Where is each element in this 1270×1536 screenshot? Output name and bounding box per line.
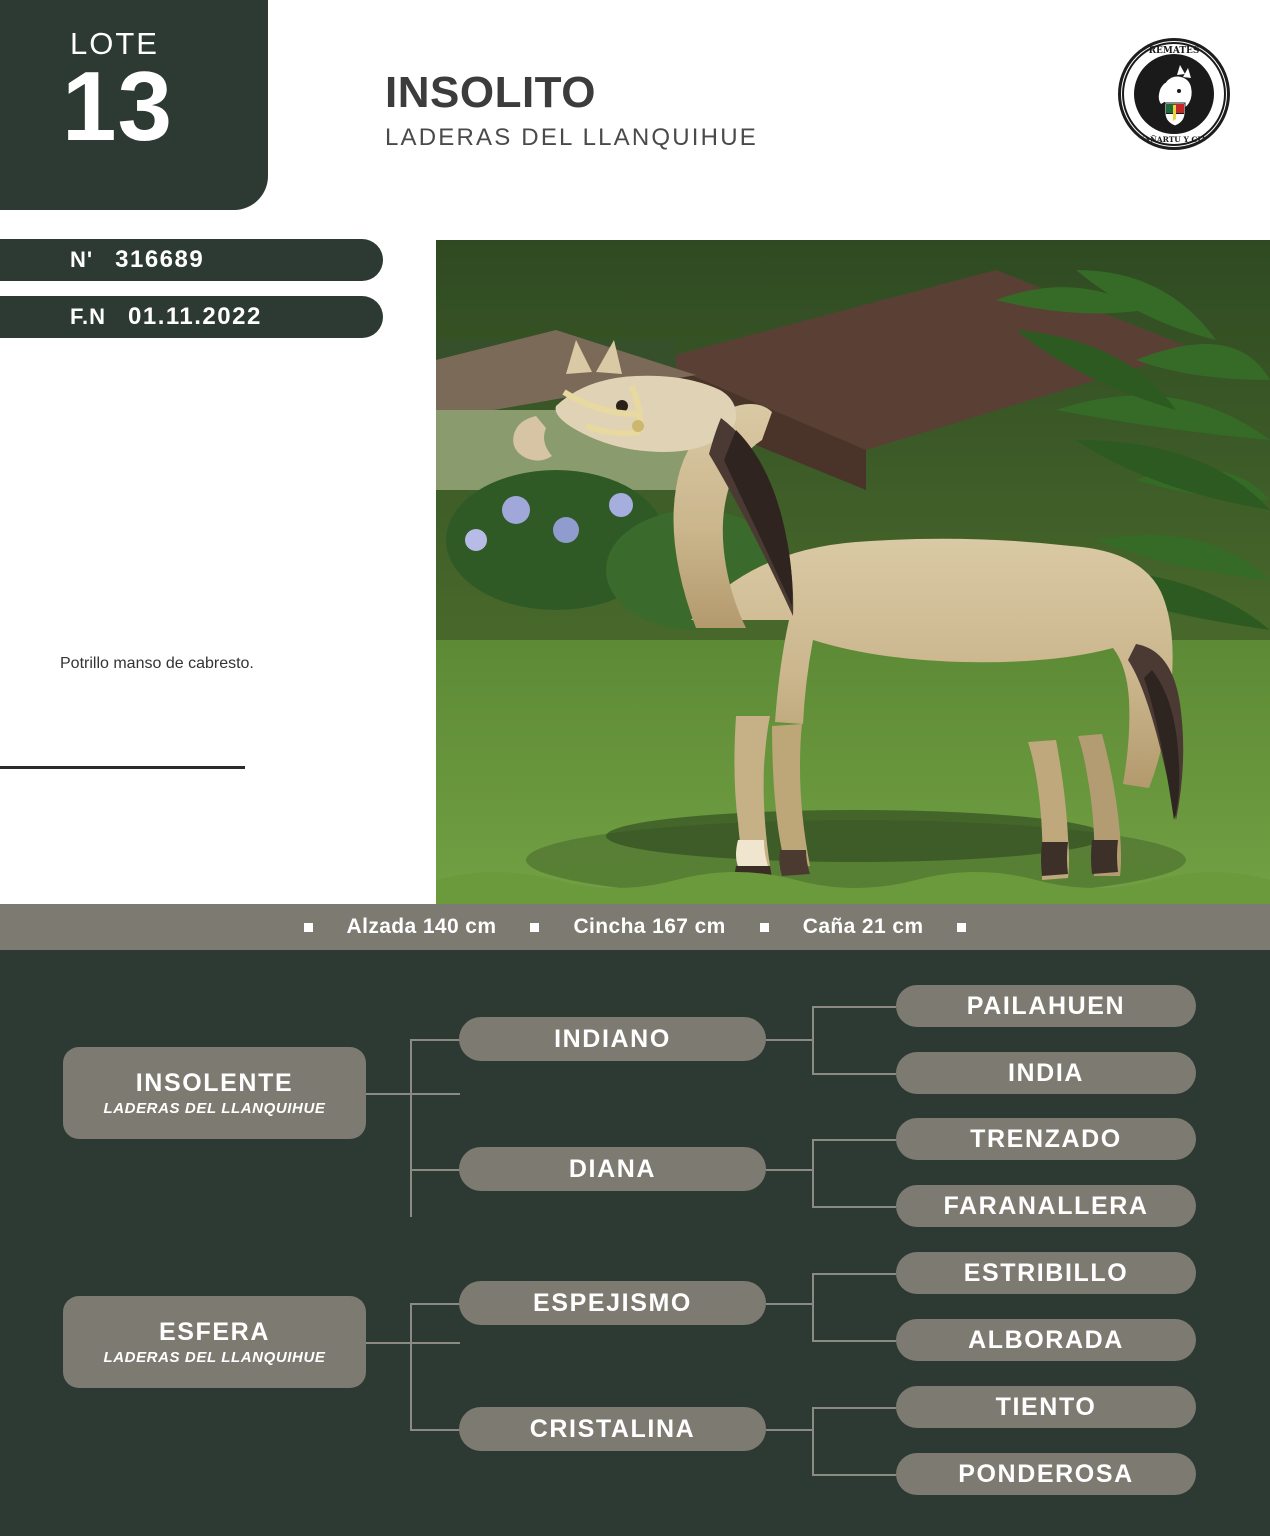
registration-number-value: 316689 bbox=[115, 246, 205, 273]
divider-rule bbox=[0, 766, 245, 769]
connector bbox=[812, 1006, 896, 1008]
pedigree-node-name: INDIA bbox=[1007, 1058, 1085, 1087]
connector bbox=[766, 1303, 812, 1305]
connector bbox=[812, 1139, 814, 1206]
connector bbox=[366, 1342, 460, 1344]
note-text: Potrillo manso de cabresto. bbox=[60, 655, 254, 672]
pedigree-node-breeder: LADERAS DEL LLANQUIHUE bbox=[103, 1100, 326, 1117]
pedigree-node-gen3 bbox=[896, 1052, 1196, 1094]
pedigree-node-name: PAILAHUEN bbox=[966, 991, 1126, 1020]
lot-label: LOTE bbox=[70, 26, 159, 61]
pedigree-node-name: PONDEROSA bbox=[958, 1459, 1134, 1488]
bullet-square-icon bbox=[304, 923, 313, 932]
pedigree-node-name: DIANA bbox=[568, 1154, 657, 1183]
pedigree-chart bbox=[0, 950, 1270, 1536]
connector bbox=[366, 1093, 460, 1095]
registration-number-label: N' bbox=[70, 247, 94, 272]
pedigree-node-gen2 bbox=[459, 1407, 766, 1451]
bullet-square-icon bbox=[957, 923, 966, 932]
connector bbox=[812, 1139, 896, 1141]
registration-number-pill bbox=[0, 239, 383, 281]
pedigree-node-name: ESFERA bbox=[158, 1318, 270, 1346]
pedigree-node-sire bbox=[63, 1047, 366, 1139]
pedigree-node-gen3 bbox=[896, 1453, 1196, 1495]
pedigree-node-gen3 bbox=[896, 985, 1196, 1027]
connector bbox=[410, 1303, 412, 1429]
connector bbox=[410, 1429, 460, 1431]
title-block bbox=[385, 68, 758, 152]
logo-top-text: REMATES bbox=[1148, 46, 1200, 56]
pedigree-node-name: ESTRIBILLO bbox=[963, 1258, 1129, 1287]
horse-photo-graphic bbox=[436, 240, 1270, 904]
pedigree-node-name: INSOLENTE bbox=[135, 1069, 294, 1097]
pedigree-node-breeder: LADERAS DEL LLANQUIHUE bbox=[103, 1349, 326, 1366]
connector bbox=[812, 1273, 814, 1340]
connector bbox=[766, 1429, 812, 1431]
pedigree-node-dam bbox=[63, 1296, 366, 1388]
connector bbox=[812, 1474, 896, 1476]
pedigree-node-gen3 bbox=[896, 1252, 1196, 1294]
pedigree-node-name: TRENZADO bbox=[970, 1124, 1122, 1153]
birthdate-value: 01.11.2022 bbox=[128, 303, 262, 330]
bullet-square-icon bbox=[530, 923, 539, 932]
horse-photo bbox=[436, 240, 1270, 904]
pedigree-node-gen3 bbox=[896, 1386, 1196, 1428]
pedigree-node-name: ALBORADA bbox=[968, 1325, 1124, 1354]
connector bbox=[812, 1006, 814, 1073]
connector bbox=[410, 1039, 412, 1217]
connector bbox=[410, 1303, 460, 1305]
birthdate-label: F.N bbox=[70, 304, 106, 329]
remates-zanartu-logo bbox=[1118, 38, 1230, 150]
pedigree-node-name: ESPEJISMO bbox=[533, 1288, 692, 1317]
connector bbox=[766, 1169, 812, 1171]
connector bbox=[410, 1039, 460, 1041]
connector bbox=[410, 1169, 460, 1171]
logo-bottom-text: ZAÑARTU Y CIA. bbox=[1138, 135, 1210, 144]
bullet-square-icon bbox=[760, 923, 769, 932]
pedigree-node-name: TIENTO bbox=[995, 1392, 1097, 1421]
pedigree-node-gen2 bbox=[459, 1147, 766, 1191]
lot-number: 13 bbox=[62, 51, 174, 161]
pedigree-node-gen2 bbox=[459, 1017, 766, 1061]
measure-cincha: Cincha 167 cm bbox=[573, 915, 726, 938]
pedigree-node-gen3 bbox=[896, 1118, 1196, 1160]
measure-cana: Caña 21 cm bbox=[802, 915, 924, 938]
pedigree-node-gen3 bbox=[896, 1319, 1196, 1361]
connector bbox=[812, 1073, 896, 1075]
connector bbox=[812, 1340, 896, 1342]
logo-graphic bbox=[1121, 41, 1227, 147]
pedigree-node-name: FARANALLERA bbox=[943, 1191, 1149, 1220]
pedigree-node-gen2 bbox=[459, 1281, 766, 1325]
pedigree-node-name: CRISTALINA bbox=[529, 1414, 696, 1443]
connector bbox=[812, 1407, 896, 1409]
connector bbox=[812, 1273, 896, 1275]
lot-badge bbox=[0, 0, 268, 210]
pedigree-node-name: INDIANO bbox=[554, 1024, 671, 1053]
pedigree-node-gen3 bbox=[896, 1185, 1196, 1227]
connector bbox=[812, 1407, 814, 1474]
connector bbox=[812, 1206, 896, 1208]
birthdate-pill bbox=[0, 296, 383, 338]
measurements-bar bbox=[0, 904, 1270, 950]
connector bbox=[766, 1039, 812, 1041]
page-title: INSOLITO bbox=[385, 68, 596, 117]
breeder-subtitle: LADERAS DEL LLANQUIHUE bbox=[385, 124, 758, 151]
measure-alzada: Alzada 140 cm bbox=[346, 915, 497, 938]
